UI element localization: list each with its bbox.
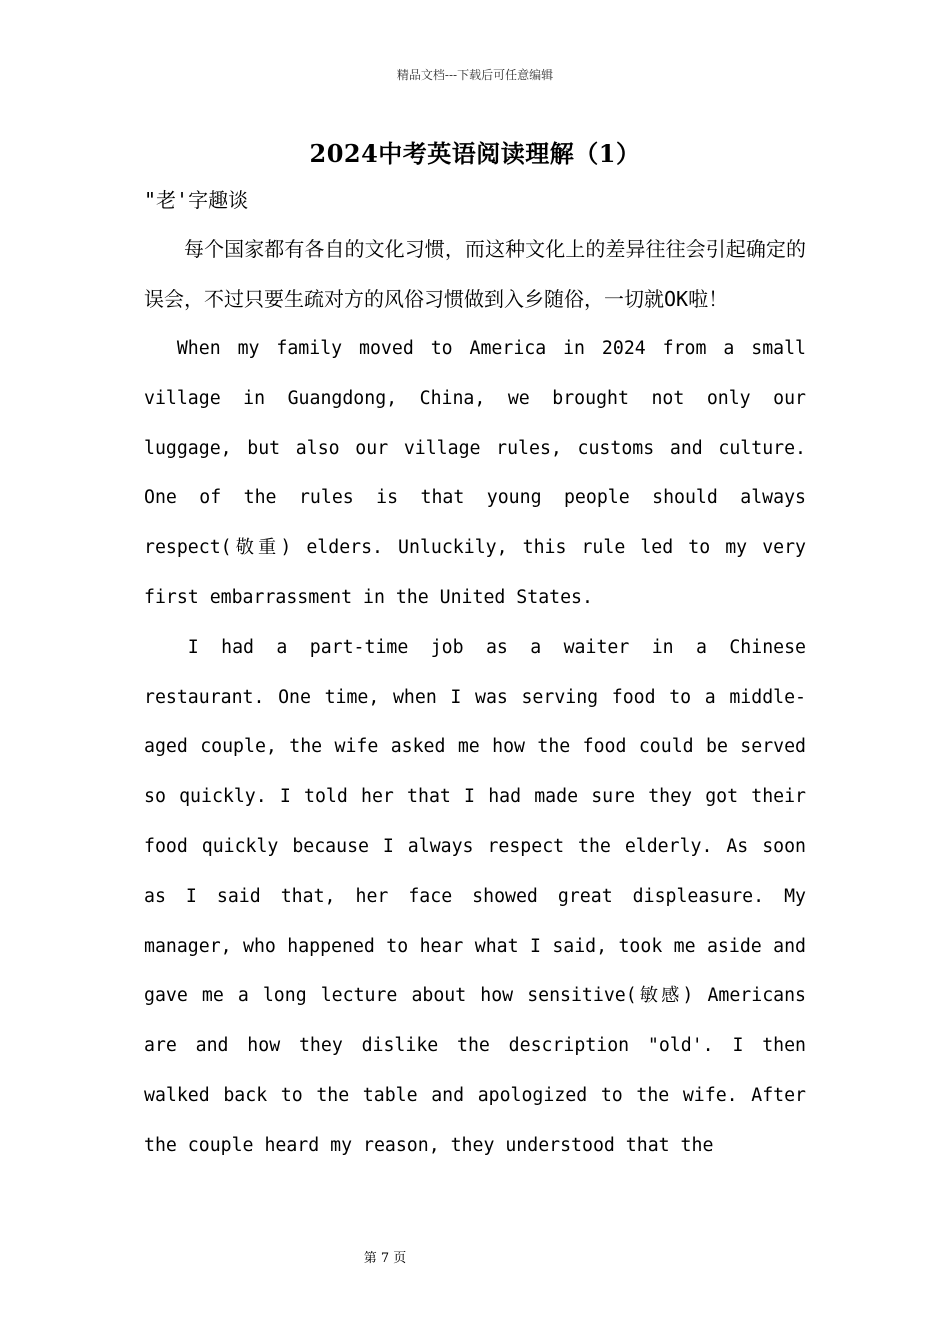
document-title: 2024中考英语阅读理解（1） bbox=[309, 139, 641, 168]
section-subtitle: "老'字趣谈 bbox=[144, 188, 249, 212]
paragraph-english-1: When my family moved to America in 2024 from a small village in Guangdong, China, we brought not only our luggage, but also our village rules, customs and culture. One of the rules is that young people should always respect(敬重) elders. Unluckily, this rule led to my very first embarrassment in the United States. bbox=[144, 338, 806, 608]
page-header: 精品文档---下载后可任意编辑 bbox=[396, 68, 554, 82]
paragraph-english-2: I had a part-time job as a waiter in a Chinese restaurant. One time, when I was serving food to a middle-aged couple, the wife asked me how the food could be served so quickly. I told her that I had made sure they got their food quickly because I always respect the elderly. As soon as I said that, her face showed great displeasure. My manager, who happened to hear what I said, took me aside and gave me a long lecture about how sensitive(敏感) Americans are and how they dislike the description "old'. I then walked back to the table and apologized to the wife. After the couple heard my reason, they understood that the bbox=[144, 636, 806, 1156]
page-number: 第 7 页 bbox=[363, 1251, 407, 1266]
document-body bbox=[144, 178, 806, 1171]
paragraph-intro-chinese: 每个国家都有各自的文化习惯，而这种文化上的差异往往会引起确定的误会，不过只要生疏对方的风俗习惯做到入乡随俗，一切就OK啦！ bbox=[144, 237, 806, 311]
